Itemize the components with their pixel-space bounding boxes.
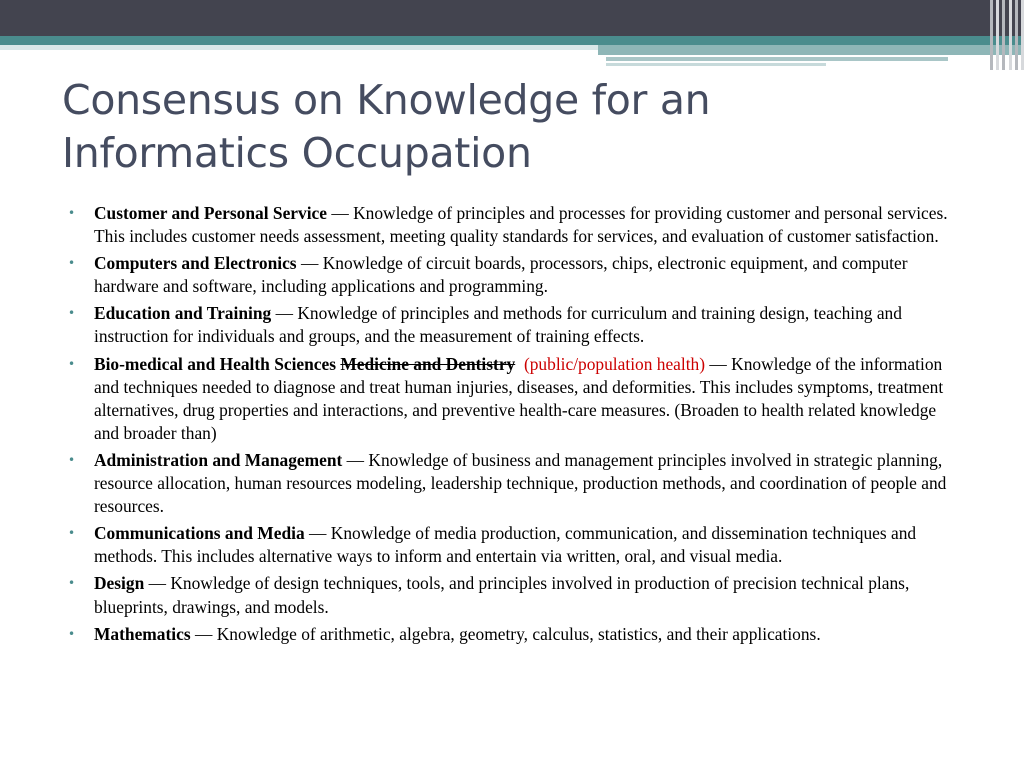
item-term: Education and Training — [94, 303, 272, 324]
item-text: Knowledge of business and management principles involved in strategic planning, resource allocation, human resources modeling, leadership technique, production methods, and coordination of people and resources. — [94, 449, 947, 517]
item-text: Knowledge of media production, communication, and dissemination techniques and methods. This includes alternative ways to inform and entertain via written, oral, and visual media. — [94, 523, 917, 567]
bullet-icon: • — [68, 306, 76, 321]
list-item — [64, 449, 960, 518]
item-dash: — — [300, 253, 319, 274]
item-text: Knowledge of principles and methods for curriculum and training design, teaching and instruction for individuals and groups, and the measurement of training effects. — [94, 303, 902, 347]
list-item — [64, 302, 960, 348]
bullet-icon: • — [68, 206, 76, 220]
item-text: Knowledge of design techniques, tools, and principles involved in production of precision technical plans, blueprints, drawings, and models. — [94, 573, 910, 617]
header-band-thin — [606, 57, 948, 61]
header-band-teal — [0, 36, 1024, 45]
bullet-icon: • — [68, 576, 76, 591]
bullet-icon: • — [68, 452, 76, 467]
item-struck-term: Medicine and Dentistry — [340, 353, 516, 374]
item-term: Customer and Personal Service — [94, 203, 327, 223]
item-dash: — — [194, 623, 213, 644]
item-term: Computers and Electronics — [94, 253, 297, 274]
item-note: (public/population health) — [523, 353, 706, 374]
item-dash: — — [331, 203, 349, 223]
header-band-dark — [0, 0, 1024, 36]
list-item — [64, 522, 960, 568]
bullet-icon: • — [68, 256, 76, 271]
header-band-accent — [598, 45, 1024, 55]
bullet-icon: • — [68, 626, 76, 641]
list-item — [64, 202, 960, 248]
item-dash: — — [309, 523, 327, 544]
slide-title-line-1: Consensus on Knowledge for an — [62, 76, 711, 124]
item-text: Knowledge of circuit boards, processors, chips, electronic equipment, and computer hardware and software, including applications and programming. — [94, 253, 908, 297]
item-dash: — — [709, 353, 727, 374]
item-text: Knowledge of the information and techniques needed to diagnose and treat human injuries, diseases, and deformities. This includes symptoms, treatment alternatives, drug properties and interactions, and preventive health-care measures. (Broaden to health related knowledge and broader than) — [94, 353, 944, 443]
item-term: Mathematics — [94, 623, 191, 644]
item-dash: — — [346, 449, 365, 470]
bullet-icon: • — [68, 356, 76, 371]
header-band-thin-2 — [606, 63, 826, 66]
list-item — [64, 572, 960, 618]
item-term: Design — [94, 573, 145, 594]
list-item — [64, 353, 960, 445]
item-text: Knowledge of arithmetic, algebra, geometry, calculus, statistics, and their applications. — [216, 623, 821, 644]
item-dash: — — [148, 573, 166, 594]
item-text: Knowledge of principles and processes for providing customer and personal services. This includes customer needs assessment, meeting quality standards for services, and evaluation of customer satisfaction. — [94, 203, 948, 247]
item-dash: — — [275, 303, 293, 324]
list-item — [64, 252, 960, 298]
item-term: Bio-medical and Health Sciences — [94, 353, 337, 374]
bullet-icon: • — [68, 526, 76, 541]
item-term: Communications and Media — [94, 523, 305, 544]
header-stripes-decoration — [990, 0, 1024, 70]
list-item — [64, 623, 960, 646]
knowledge-list — [64, 202, 960, 650]
item-term: Administration and Management — [94, 449, 343, 470]
slide-title-line-2: Informatics Occupation — [62, 129, 532, 177]
slide-title — [62, 74, 942, 180]
